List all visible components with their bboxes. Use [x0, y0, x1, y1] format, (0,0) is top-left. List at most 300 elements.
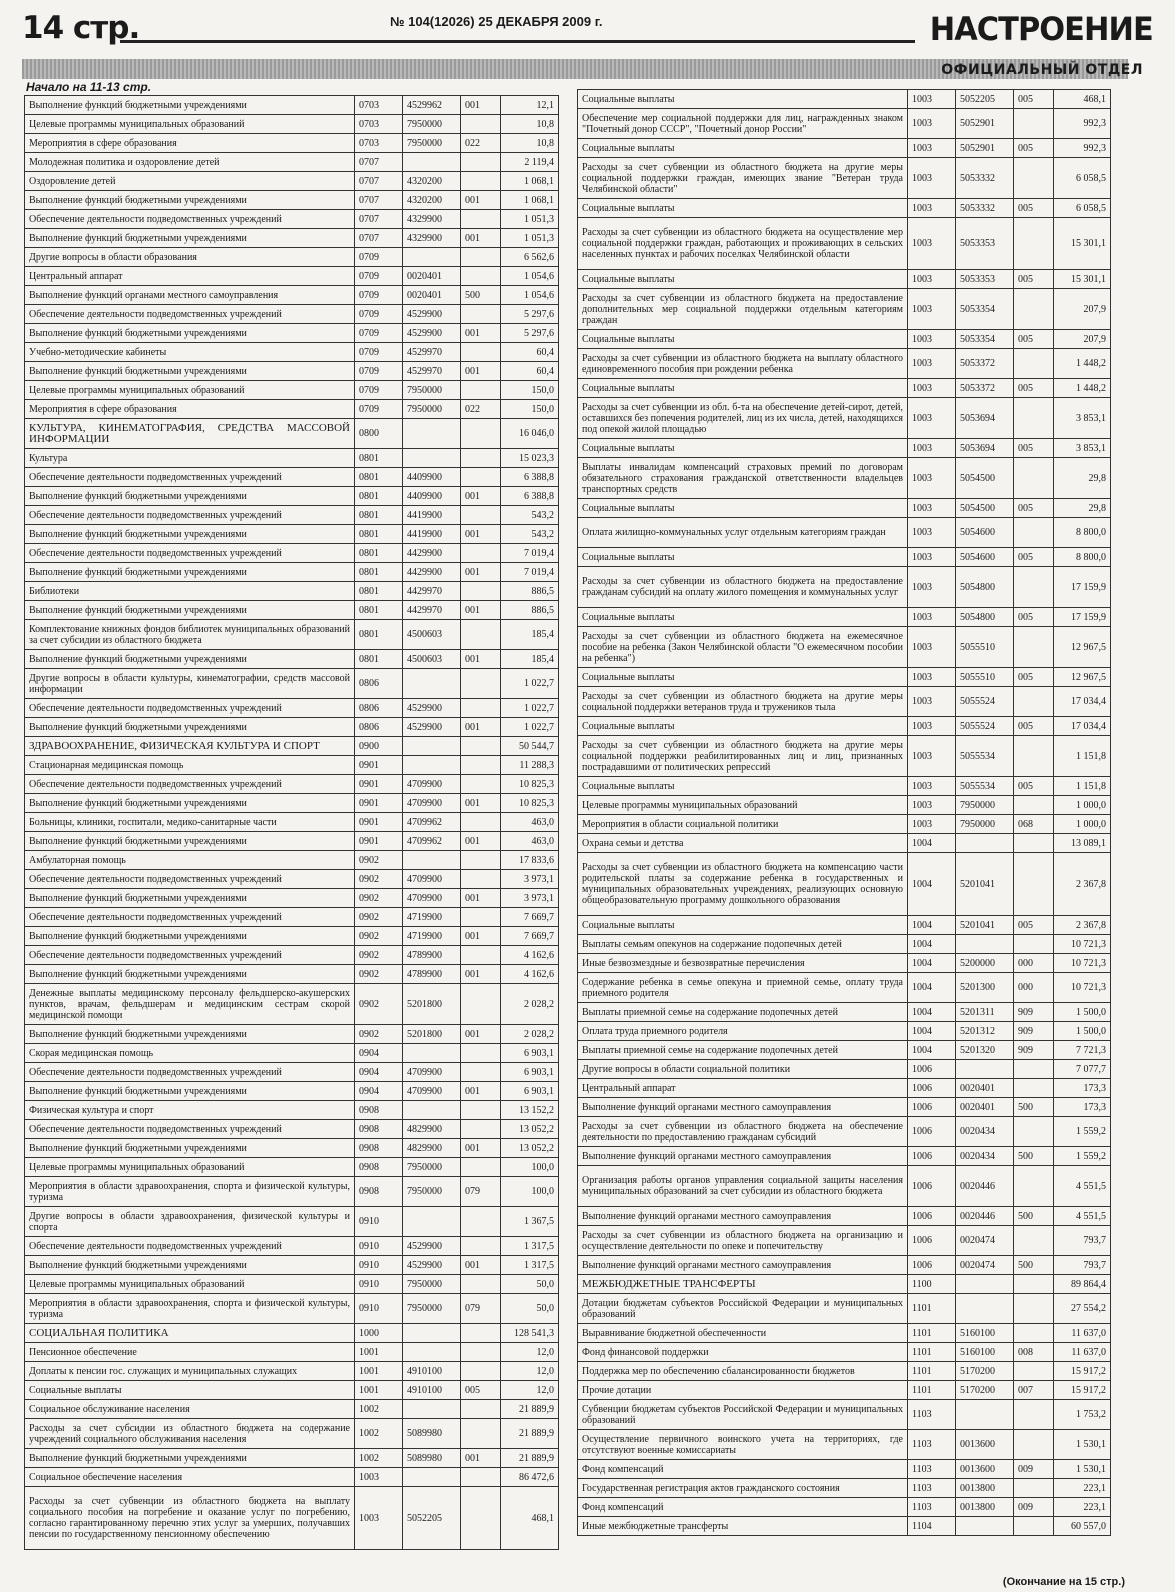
row-code: 5201800	[403, 1025, 461, 1044]
row-name: Социальные выплаты	[578, 499, 908, 518]
table-row	[578, 717, 1111, 736]
row-amount: 10 721,3	[1054, 954, 1111, 973]
row-type	[1014, 1166, 1054, 1207]
row-type	[461, 1207, 501, 1237]
row-amount: 1 054,6	[501, 286, 559, 305]
row-amount: 3 853,1	[1054, 398, 1111, 439]
row-type: 001	[461, 96, 501, 115]
table-row	[578, 1381, 1111, 1400]
row-type: 005	[1014, 916, 1054, 935]
row-code: 5053354	[956, 330, 1014, 349]
row-amount: 1 367,5	[501, 1207, 559, 1237]
row-amount: 7 077,7	[1054, 1060, 1111, 1079]
row-amount: 4 551,5	[1054, 1166, 1111, 1207]
row-section: 0900	[355, 737, 403, 756]
row-amount: 5 297,6	[501, 324, 559, 343]
row-type	[461, 1324, 501, 1343]
table-row	[578, 139, 1111, 158]
row-amount: 10 721,3	[1054, 973, 1111, 1003]
row-amount: 11 637,0	[1054, 1324, 1111, 1343]
row-type: 001	[461, 1256, 501, 1275]
row-section: 1003	[908, 687, 956, 717]
row-type: 909	[1014, 1003, 1054, 1022]
row-section: 0709	[355, 400, 403, 419]
row-amount: 1 054,6	[501, 267, 559, 286]
row-section: 0910	[355, 1275, 403, 1294]
row-type	[461, 669, 501, 699]
row-section: 0901	[355, 832, 403, 851]
table-row	[578, 1517, 1111, 1536]
row-section: 1003	[908, 158, 956, 199]
row-type	[1014, 1324, 1054, 1343]
row-type: 005	[1014, 608, 1054, 627]
row-amount: 10 721,3	[1054, 935, 1111, 954]
row-section: 1003	[908, 499, 956, 518]
table-row	[578, 1362, 1111, 1381]
row-name: Выполнение функций бюджетными учреждениями	[25, 1025, 355, 1044]
row-amount: 15 301,1	[1054, 270, 1111, 289]
row-amount: 150,0	[501, 381, 559, 400]
row-code: 5200000	[956, 954, 1014, 973]
row-amount: 7 721,3	[1054, 1041, 1111, 1060]
row-type	[461, 449, 501, 468]
row-type	[1014, 398, 1054, 439]
table-row	[578, 834, 1111, 853]
table-row	[25, 601, 559, 620]
row-amount: 6 388,8	[501, 487, 559, 506]
row-section: 1003	[908, 398, 956, 439]
row-amount: 4 162,6	[501, 965, 559, 984]
row-code: 4320200	[403, 172, 461, 191]
row-type: 068	[1014, 815, 1054, 834]
row-section: 0910	[355, 1237, 403, 1256]
row-code: 0020401	[403, 267, 461, 286]
row-type	[1014, 1294, 1054, 1324]
row-amount: 2 367,8	[1054, 853, 1111, 916]
row-code: 5055510	[956, 668, 1014, 687]
row-code: 4709900	[403, 794, 461, 813]
table-row	[25, 563, 559, 582]
row-amount: 86 472,6	[501, 1468, 559, 1487]
row-code: 5201041	[956, 916, 1014, 935]
row-name: Обеспечение деятельности подведомственных учреждений	[25, 305, 355, 324]
row-section: 1006	[908, 1147, 956, 1166]
row-code	[956, 935, 1014, 954]
row-name: Пенсионное обеспечение	[25, 1343, 355, 1362]
row-section: 0709	[355, 305, 403, 324]
row-amount: 60 557,0	[1054, 1517, 1111, 1536]
row-code: 4529970	[403, 362, 461, 381]
row-section: 0910	[355, 1256, 403, 1275]
row-section: 0707	[355, 229, 403, 248]
row-amount: 3 973,1	[501, 870, 559, 889]
section-title: НАСТРОЕНИЕ	[929, 10, 1153, 48]
row-type: 009	[1014, 1498, 1054, 1517]
row-code	[956, 1294, 1014, 1324]
row-amount: 1 448,2	[1054, 379, 1111, 398]
row-section: 0801	[355, 468, 403, 487]
row-type: 001	[461, 794, 501, 813]
row-code: 5052901	[956, 139, 1014, 158]
row-section: 1003	[908, 736, 956, 777]
row-name: Физическая культура и спорт	[25, 1101, 355, 1120]
row-code: 4910100	[403, 1362, 461, 1381]
row-name: Другие вопросы в области здравоохранения, физической культуры и спорта	[25, 1207, 355, 1237]
row-section: 1004	[908, 1041, 956, 1060]
row-code: 5053354	[956, 289, 1014, 330]
table-row	[25, 1101, 559, 1120]
row-type	[1014, 1275, 1054, 1294]
row-name: Выполнение функций бюджетными учреждениями	[25, 927, 355, 946]
row-code: 4709900	[403, 889, 461, 908]
row-code: 4829900	[403, 1120, 461, 1139]
row-type	[461, 946, 501, 965]
row-section: 0902	[355, 908, 403, 927]
row-type: 005	[1014, 548, 1054, 567]
table-row	[578, 1041, 1111, 1060]
row-name: Социальное обслуживание населения	[25, 1400, 355, 1419]
row-type	[461, 908, 501, 927]
row-code	[403, 851, 461, 870]
row-section: 1101	[908, 1362, 956, 1381]
row-section: 0709	[355, 381, 403, 400]
table-row	[25, 1324, 559, 1343]
row-amount: 60,4	[501, 362, 559, 381]
row-type	[1014, 349, 1054, 379]
row-code: 5054500	[956, 458, 1014, 499]
row-section: 1003	[908, 815, 956, 834]
table-row	[578, 379, 1111, 398]
row-amount: 992,3	[1054, 109, 1111, 139]
row-amount: 15 917,2	[1054, 1362, 1111, 1381]
row-name: Другие вопросы в области культуры, кинематографии, средств массовой информации	[25, 669, 355, 699]
row-section: 1003	[908, 796, 956, 815]
table-row	[25, 1275, 559, 1294]
row-amount: 1 022,7	[501, 718, 559, 737]
budget-table-left	[24, 95, 559, 1550]
row-name: Оздоровление детей	[25, 172, 355, 191]
table-row	[25, 525, 559, 544]
row-name: Денежные выплаты медицинскому персоналу фельдшерско-акушерских пунктов, врачам, фельдшерам и медицинским сестрам скорой медицинской помощи	[25, 984, 355, 1025]
row-type	[461, 305, 501, 324]
row-name: Выполнение функций бюджетными учреждениями	[25, 889, 355, 908]
row-type	[461, 1044, 501, 1063]
row-type: 001	[461, 525, 501, 544]
row-name: Выполнение функций бюджетными учреждениями	[25, 563, 355, 582]
row-name: Другие вопросы в области образования	[25, 248, 355, 267]
row-amount: 468,1	[501, 1487, 559, 1550]
row-code: 4329900	[403, 229, 461, 248]
row-code: 4829900	[403, 1139, 461, 1158]
row-amount: 185,4	[501, 620, 559, 650]
row-name: Выполнение функций бюджетными учреждениями	[25, 1139, 355, 1158]
row-type: 500	[1014, 1207, 1054, 1226]
row-section: 0709	[355, 362, 403, 381]
row-type	[461, 1362, 501, 1381]
table-row	[578, 1003, 1111, 1022]
row-amount: 1 317,5	[501, 1256, 559, 1275]
row-amount: 1 022,7	[501, 669, 559, 699]
row-code: 7950000	[403, 1158, 461, 1177]
row-section: 0902	[355, 870, 403, 889]
row-section: 0902	[355, 927, 403, 946]
row-name: Иные безвозмездные и безвозвратные перечисления	[578, 954, 908, 973]
row-type	[1014, 109, 1054, 139]
row-section: 1003	[908, 627, 956, 668]
table-row	[578, 935, 1111, 954]
row-section: 0901	[355, 794, 403, 813]
row-code	[403, 1101, 461, 1120]
table-row	[25, 267, 559, 286]
row-section: 1104	[908, 1517, 956, 1536]
table-row	[25, 229, 559, 248]
table-row	[578, 1166, 1111, 1207]
row-section: 0902	[355, 889, 403, 908]
row-type	[461, 172, 501, 191]
row-amount: 1 151,8	[1054, 777, 1111, 796]
row-name: Целевые программы муниципальных образований	[25, 115, 355, 134]
row-amount: 185,4	[501, 650, 559, 669]
row-amount: 15 023,3	[501, 449, 559, 468]
row-name: Выполнение функций бюджетными учреждениями	[25, 191, 355, 210]
row-type	[1014, 1517, 1054, 1536]
table-row	[25, 400, 559, 419]
row-amount: 15 301,1	[1054, 218, 1111, 270]
row-type: 001	[461, 563, 501, 582]
row-name: Оплата труда приемного родителя	[578, 1022, 908, 1041]
row-amount: 50,0	[501, 1275, 559, 1294]
row-name: Больницы, клиники, госпитали, медико-санитарные части	[25, 813, 355, 832]
table-row	[25, 1120, 559, 1139]
row-code: 4709900	[403, 775, 461, 794]
table-row	[578, 1207, 1111, 1226]
row-section: 0801	[355, 487, 403, 506]
row-amount: 207,9	[1054, 330, 1111, 349]
table-row	[25, 172, 559, 191]
row-type	[1014, 1362, 1054, 1381]
table-row	[25, 1082, 559, 1101]
row-amount: 10,8	[501, 134, 559, 153]
row-code: 4709962	[403, 832, 461, 851]
row-code	[956, 1275, 1014, 1294]
row-name: МЕЖБЮДЖЕТНЫЕ ТРАНСФЕРТЫ	[578, 1275, 908, 1294]
table-row	[578, 548, 1111, 567]
row-type: 001	[461, 1139, 501, 1158]
row-type: 500	[1014, 1147, 1054, 1166]
row-code	[403, 1400, 461, 1419]
row-amount: 60,4	[501, 343, 559, 362]
row-type	[461, 870, 501, 889]
table-row	[25, 1177, 559, 1207]
row-amount: 89 864,4	[1054, 1275, 1111, 1294]
row-code: 7950000	[956, 815, 1014, 834]
row-name: Расходы за счет субвенции из областного бюджета на ежемесячное пособие на ребенка (Закон Челябинской области "О ежемесячном пособии на ребенка")	[578, 627, 908, 668]
row-name: Социальные выплаты	[25, 1381, 355, 1400]
row-name: Прочие дотации	[578, 1381, 908, 1400]
table-row	[25, 832, 559, 851]
row-amount: 886,5	[501, 601, 559, 620]
table-row	[25, 620, 559, 650]
row-amount: 29,8	[1054, 499, 1111, 518]
row-section: 0707	[355, 153, 403, 172]
row-name: Расходы за счет субвенции из областного бюджета на обеспечение деятельности по предоставлению гражданам субсидий	[578, 1117, 908, 1147]
table-row	[25, 468, 559, 487]
row-type	[1014, 518, 1054, 548]
table-row	[25, 927, 559, 946]
table-row	[578, 398, 1111, 439]
row-section: 1003	[908, 289, 956, 330]
row-code: 0020434	[956, 1117, 1014, 1147]
row-name: Выполнение функций бюджетными учреждениями	[25, 324, 355, 343]
table-row	[578, 1022, 1111, 1041]
row-section: 0703	[355, 134, 403, 153]
row-code: 4419900	[403, 525, 461, 544]
table-row	[25, 1468, 559, 1487]
table-row	[578, 90, 1111, 109]
row-amount: 12,1	[501, 96, 559, 115]
row-type	[461, 1468, 501, 1487]
row-name: Социальные выплаты	[578, 668, 908, 687]
row-code: 5053353	[956, 270, 1014, 289]
row-amount: 463,0	[501, 813, 559, 832]
row-name: Выполнение функций бюджетными учреждениями	[25, 487, 355, 506]
table-row	[578, 815, 1111, 834]
row-type: 022	[461, 400, 501, 419]
row-type: 001	[461, 362, 501, 381]
row-amount: 223,1	[1054, 1479, 1111, 1498]
row-section: 1003	[908, 668, 956, 687]
table-row	[25, 1487, 559, 1550]
row-name: Охрана семьи и детства	[578, 834, 908, 853]
row-name: Выплаты инвалидам компенсаций страховых премий по договорам обязательного страхования гражданской ответственности владельцев транспортных средств	[578, 458, 908, 499]
table-row	[578, 1324, 1111, 1343]
row-section: 1003	[355, 1487, 403, 1550]
row-section: 0908	[355, 1177, 403, 1207]
row-section: 1002	[355, 1419, 403, 1449]
row-name: Поддержка мер по обеспечению сбалансированности бюджетов	[578, 1362, 908, 1381]
row-name: Расходы за счет субвенции из областного бюджета на предоставление гражданам субсидий на оплату жилого помещения и коммунальных услуг	[578, 567, 908, 608]
row-amount: 6 562,6	[501, 248, 559, 267]
row-code: 4409900	[403, 487, 461, 506]
table-row	[578, 1294, 1111, 1324]
table-row	[578, 458, 1111, 499]
row-section: 1004	[908, 1003, 956, 1022]
row-type: 007	[1014, 1381, 1054, 1400]
row-type	[461, 1487, 501, 1550]
row-amount: 6 903,1	[501, 1063, 559, 1082]
row-name: Доплаты к пенсии гос. служащих и муниципальных служащих	[25, 1362, 355, 1381]
row-name: Учебно-методические кабинеты	[25, 343, 355, 362]
row-code	[956, 1400, 1014, 1430]
row-type	[461, 1158, 501, 1177]
row-section: 0801	[355, 650, 403, 669]
table-row	[25, 96, 559, 115]
row-amount: 1 530,1	[1054, 1430, 1111, 1460]
row-code	[403, 1468, 461, 1487]
row-type	[1014, 1060, 1054, 1079]
row-section: 1003	[908, 379, 956, 398]
row-name: Социальные выплаты	[578, 270, 908, 289]
table-row	[578, 1060, 1111, 1079]
row-type	[1014, 834, 1054, 853]
row-code: 5054800	[956, 608, 1014, 627]
table-row	[578, 1430, 1111, 1460]
row-amount: 10 825,3	[501, 794, 559, 813]
row-code: 4429970	[403, 582, 461, 601]
row-code	[956, 1517, 1014, 1536]
row-section: 1103	[908, 1479, 956, 1498]
row-amount: 13 089,1	[1054, 834, 1111, 853]
continued-to: (Окончание на 15 стр.)	[1002, 1576, 1125, 1588]
row-type	[1014, 218, 1054, 270]
row-amount: 21 889,9	[501, 1419, 559, 1449]
row-section: 1003	[908, 548, 956, 567]
budget-table-right	[577, 89, 1111, 1536]
table-row	[578, 218, 1111, 270]
row-section: 1004	[908, 954, 956, 973]
row-code: 5160100	[956, 1343, 1014, 1362]
row-name: Фонд финансовой поддержки	[578, 1343, 908, 1362]
table-row	[578, 499, 1111, 518]
row-amount: 128 541,3	[501, 1324, 559, 1343]
row-name: Расходы за счет субвенции из областного бюджета на выплату областного единовременного пособия при рождении ребенка	[578, 349, 908, 379]
table-row	[578, 1343, 1111, 1362]
row-type	[461, 267, 501, 286]
row-type: 001	[461, 1449, 501, 1468]
table-row	[25, 1025, 559, 1044]
row-amount: 11 637,0	[1054, 1343, 1111, 1362]
row-amount: 6 058,5	[1054, 158, 1111, 199]
row-code: 0013800	[956, 1479, 1014, 1498]
row-amount: 100,0	[501, 1177, 559, 1207]
row-code: 5201800	[403, 984, 461, 1025]
row-type	[1014, 687, 1054, 717]
row-name: Стационарная медицинская помощь	[25, 756, 355, 775]
row-code: 4709900	[403, 1063, 461, 1082]
row-code: 4419900	[403, 506, 461, 525]
table-row	[25, 669, 559, 699]
row-name: Социальные выплаты	[578, 608, 908, 627]
row-type: 005	[1014, 499, 1054, 518]
row-section: 1003	[908, 717, 956, 736]
row-type	[1014, 627, 1054, 668]
row-code	[403, 737, 461, 756]
row-type: 000	[1014, 973, 1054, 1003]
row-name: Выполнение функций бюджетными учреждениями	[25, 794, 355, 813]
row-section: 0709	[355, 343, 403, 362]
row-name: Мероприятия в сфере образования	[25, 400, 355, 419]
table-row	[25, 737, 559, 756]
row-type: 001	[461, 718, 501, 737]
row-amount: 13 052,2	[501, 1120, 559, 1139]
row-section: 0902	[355, 965, 403, 984]
row-type	[461, 582, 501, 601]
row-code: 0020474	[956, 1256, 1014, 1275]
row-type	[1014, 1117, 1054, 1147]
row-code: 4789900	[403, 965, 461, 984]
row-type	[461, 775, 501, 794]
row-type: 005	[1014, 717, 1054, 736]
table-row	[25, 286, 559, 305]
row-amount: 21 889,9	[501, 1449, 559, 1468]
row-section: 0904	[355, 1044, 403, 1063]
row-amount: 543,2	[501, 506, 559, 525]
row-type: 500	[461, 286, 501, 305]
row-code: 5170200	[956, 1362, 1014, 1381]
row-type	[461, 1275, 501, 1294]
row-section: 1103	[908, 1400, 956, 1430]
row-code: 5054500	[956, 499, 1014, 518]
